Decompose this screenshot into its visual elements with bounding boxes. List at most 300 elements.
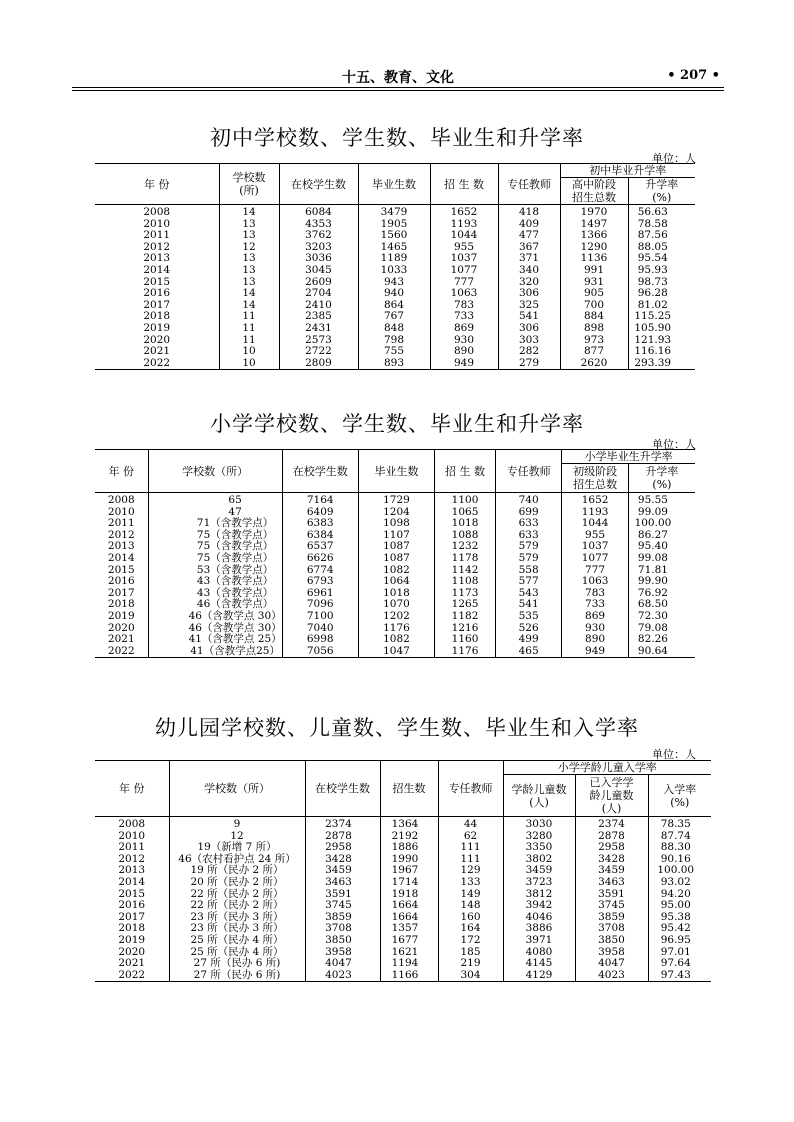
page-number: • 207 • xyxy=(667,68,720,83)
table-cell: 76.92 xyxy=(628,588,695,600)
table-cell: 477 xyxy=(498,230,560,242)
table-cell: 2022 xyxy=(95,970,169,982)
table-cell: 541 xyxy=(498,311,560,323)
table-cell: 2010 xyxy=(118,829,146,842)
table-cell: 81.02 xyxy=(628,300,695,312)
table-cell: 93.02 xyxy=(648,877,711,889)
table-cell: 3958 xyxy=(575,947,648,959)
table-cell: 2021 xyxy=(118,957,146,970)
table-cell: 783 xyxy=(562,588,629,600)
table-cell: 219 xyxy=(438,958,503,970)
table-cell: 46（含教学点 30） xyxy=(148,611,282,623)
table-cell: 3762 xyxy=(279,230,358,242)
table-row xyxy=(95,877,711,889)
table-cell: 90.64 xyxy=(628,646,695,658)
table-cell: 1018 xyxy=(435,518,496,530)
table-cell: 7096 xyxy=(282,599,358,611)
table-cell: 56.63 xyxy=(628,205,695,219)
table-cell: 2015 xyxy=(107,563,135,576)
table-cell: 2021 xyxy=(143,345,171,358)
table-cell: 777 xyxy=(430,277,498,289)
table-cell: 3036 xyxy=(279,253,358,265)
table-cell: 111 xyxy=(438,854,503,866)
table-cell: 149 xyxy=(438,889,503,901)
table-cell: 6383 xyxy=(282,518,358,530)
table-cell: 10 xyxy=(219,358,279,370)
table1-header-enrolled: 在校学生数 xyxy=(279,164,358,205)
table3-body xyxy=(95,817,711,982)
table-cell: 3459 xyxy=(575,865,648,877)
table-row xyxy=(95,817,711,831)
table2-title: 小学学校数、学生数、毕业生和升学率 xyxy=(210,412,584,436)
table-cell: 2012 xyxy=(107,528,135,541)
table-cell: 96.95 xyxy=(648,935,711,947)
table-cell: 2008 xyxy=(107,494,135,506)
table-cell: 1088 xyxy=(435,530,496,542)
table-row xyxy=(95,611,695,623)
table-cell: 2019 xyxy=(107,609,135,622)
table-cell: 1037 xyxy=(430,253,498,265)
table-cell: 20 所（民办 2 所） xyxy=(169,877,305,889)
table-cell: 2809 xyxy=(279,358,358,370)
table-cell: 4080 xyxy=(503,947,575,959)
table-cell: 543 xyxy=(495,588,561,600)
table-cell: 7040 xyxy=(282,623,358,635)
table-row xyxy=(95,958,711,970)
table-cell: 1063 xyxy=(562,576,629,588)
table-cell: 3459 xyxy=(503,865,575,877)
table-cell: 13 xyxy=(219,265,279,277)
table-cell: 97.01 xyxy=(648,947,711,959)
table-cell: 1065 xyxy=(435,507,496,519)
table-cell: 1166 xyxy=(380,970,438,982)
table-cell: 14 xyxy=(219,288,279,300)
table-cell: 1082 xyxy=(358,634,434,646)
table-cell: 99.90 xyxy=(628,576,695,588)
table-cell: 3745 xyxy=(305,900,380,912)
table-cell: 13 xyxy=(219,230,279,242)
table-cell: 1729 xyxy=(358,493,434,507)
table-cell: 848 xyxy=(358,323,430,335)
table-cell: 88.05 xyxy=(628,242,695,254)
table-cell: 2192 xyxy=(380,831,438,843)
table-cell: 1967 xyxy=(380,865,438,877)
table-cell: 306 xyxy=(498,323,560,335)
table-cell: 87.56 xyxy=(628,230,695,242)
table-cell: 12 xyxy=(169,831,305,843)
table-cell: 3030 xyxy=(503,817,575,831)
table-cell: 1098 xyxy=(358,518,434,530)
table-cell: 783 xyxy=(430,300,498,312)
table-cell: 931 xyxy=(560,277,628,289)
table2-header-schools: 学校数（所） xyxy=(148,450,282,493)
table-cell: 303 xyxy=(498,335,560,347)
table-cell: 3591 xyxy=(575,889,648,901)
table-cell: 9 xyxy=(169,817,305,831)
table-cell: 3591 xyxy=(305,889,380,901)
table-cell: 2011 xyxy=(118,841,146,854)
table-cell: 3958 xyxy=(305,947,380,959)
table3-title: 幼儿园学校数、儿童数、学生数、毕业生和入学率 xyxy=(155,716,639,740)
table1 xyxy=(95,163,695,370)
table-cell: 2014 xyxy=(143,263,171,276)
table-cell: 99.09 xyxy=(628,507,695,519)
table-cell: 320 xyxy=(498,277,560,289)
table-cell: 700 xyxy=(560,300,628,312)
table-cell: 7056 xyxy=(282,646,358,658)
table-cell: 949 xyxy=(430,358,498,370)
table-cell: 1290 xyxy=(560,242,628,254)
table-row xyxy=(95,323,695,335)
table-cell: 75（含教学点） xyxy=(148,530,282,542)
table-cell: 890 xyxy=(562,634,629,646)
table-cell: 1621 xyxy=(380,947,438,959)
table-cell: 3850 xyxy=(575,935,648,947)
table-cell: 1033 xyxy=(358,265,430,277)
table-cell: 943 xyxy=(358,277,430,289)
table-cell: 940 xyxy=(358,288,430,300)
table-cell: 27 所（民办 6 所) xyxy=(169,958,305,970)
table-cell: 2385 xyxy=(279,311,358,323)
table2-unit: 单位：人 xyxy=(652,438,696,451)
table-cell: 43（含教学点） xyxy=(148,576,282,588)
table-cell: 890 xyxy=(430,346,498,358)
table-cell: 3850 xyxy=(305,935,380,947)
table1-header-graduates: 毕业生数 xyxy=(358,164,430,205)
table-cell: 2008 xyxy=(143,206,171,218)
table-row xyxy=(95,205,695,219)
table-cell: 87.74 xyxy=(648,831,711,843)
table-cell: 1176 xyxy=(435,646,496,658)
table-cell: 955 xyxy=(430,242,498,254)
table-cell: 2410 xyxy=(279,300,358,312)
table-cell: 1182 xyxy=(435,611,496,623)
table-cell: 409 xyxy=(498,219,560,231)
table-row xyxy=(95,970,711,982)
table-cell: 65 xyxy=(148,493,282,507)
table-cell: 94.20 xyxy=(648,889,711,901)
table-cell: 3886 xyxy=(503,923,575,935)
table3-header-year: 年 份 xyxy=(95,761,169,817)
table-cell: 2011 xyxy=(143,229,171,242)
table-cell: 2013 xyxy=(107,540,135,553)
table-cell: 71.81 xyxy=(628,565,695,577)
table-cell: 22 所（民办 2 所） xyxy=(169,889,305,901)
table-cell: 11 xyxy=(219,323,279,335)
table-cell: 2017 xyxy=(107,586,135,599)
table-cell: 6384 xyxy=(282,530,358,542)
table-cell: 4047 xyxy=(305,958,380,970)
table-cell: 1366 xyxy=(560,230,628,242)
table-cell: 6998 xyxy=(282,634,358,646)
table-cell: 2013 xyxy=(143,252,171,265)
table-cell: 44 xyxy=(438,817,503,831)
table-cell: 1107 xyxy=(358,530,434,542)
table-cell: 121.93 xyxy=(628,335,695,347)
table-cell: 4129 xyxy=(503,970,575,982)
table2-body xyxy=(95,493,695,658)
table-cell: 1063 xyxy=(430,288,498,300)
table-cell: 306 xyxy=(498,288,560,300)
table3-header-group: 小学学龄儿童入学率 xyxy=(503,761,711,775)
table-cell: 11 xyxy=(219,311,279,323)
table3-header-admissions: 招生数 xyxy=(380,761,438,817)
table-cell: 577 xyxy=(495,576,561,588)
table-row xyxy=(95,900,711,912)
table-cell: 4145 xyxy=(503,958,575,970)
table-cell: 798 xyxy=(358,335,430,347)
table-cell: 6084 xyxy=(279,205,358,219)
table-cell: 949 xyxy=(562,646,629,658)
running-header xyxy=(72,66,724,88)
table-cell: 95.00 xyxy=(648,900,711,912)
table-row xyxy=(95,346,695,358)
table-cell: 465 xyxy=(495,646,561,658)
table-cell: 1189 xyxy=(358,253,430,265)
table-cell: 53（含教学点） xyxy=(148,565,282,577)
table-cell: 1087 xyxy=(358,553,434,565)
table-cell: 2722 xyxy=(279,346,358,358)
table-cell: 14 xyxy=(219,300,279,312)
table-cell: 1108 xyxy=(435,576,496,588)
table-cell: 2374 xyxy=(575,817,648,831)
table-cell: 2020 xyxy=(107,621,135,634)
table1-header-hs-admit: 高中阶段 招生总数 xyxy=(560,178,628,205)
table-cell: 1970 xyxy=(560,205,628,219)
table-cell: 1018 xyxy=(358,588,434,600)
table-cell: 2019 xyxy=(143,321,171,334)
table-cell: 2573 xyxy=(279,335,358,347)
table2-header-group: 小学毕业生升学率 xyxy=(562,450,695,464)
table-cell: 96.28 xyxy=(628,288,695,300)
table-cell: 893 xyxy=(358,358,430,370)
table-cell: 2012 xyxy=(143,240,171,253)
table-cell: 2018 xyxy=(107,598,135,611)
table-cell: 1265 xyxy=(435,599,496,611)
table-cell: 535 xyxy=(495,611,561,623)
table-cell: 46（农村看护点 24 所） xyxy=(169,854,305,866)
table-cell: 340 xyxy=(498,265,560,277)
table-cell: 1077 xyxy=(430,265,498,277)
table-cell: 11 xyxy=(219,335,279,347)
table-cell: 97.64 xyxy=(648,958,711,970)
table-cell: 72.30 xyxy=(628,611,695,623)
table-cell: 3942 xyxy=(503,900,575,912)
table3 xyxy=(95,760,711,982)
table-cell: 78.58 xyxy=(628,219,695,231)
table-cell: 3802 xyxy=(503,854,575,866)
table-cell: 2878 xyxy=(305,831,380,843)
table-cell: 19 所（民办 2 所） xyxy=(169,865,305,877)
table-cell: 4023 xyxy=(575,970,648,982)
table3-header-rate: 入学率 (%) xyxy=(648,775,711,817)
table2-header-year: 年 份 xyxy=(95,450,148,493)
table1-header-rate: 升学率 (%) xyxy=(628,178,695,205)
table-cell: 2019 xyxy=(118,933,146,946)
table-cell: 2016 xyxy=(118,899,146,912)
table-cell: 2620 xyxy=(560,358,628,370)
table2-header-enrolled: 在校学生数 xyxy=(282,450,358,493)
table-cell: 884 xyxy=(560,311,628,323)
table-cell: 1886 xyxy=(380,842,438,854)
table-cell: 3045 xyxy=(279,265,358,277)
table-cell: 4046 xyxy=(503,912,575,924)
table-cell: 930 xyxy=(562,623,629,635)
table-cell: 78.35 xyxy=(648,817,711,831)
table3-header-teachers: 专任教师 xyxy=(438,761,503,817)
table-cell: 371 xyxy=(498,253,560,265)
table-cell: 23 所（民办 3 所） xyxy=(169,912,305,924)
table-cell: 95.42 xyxy=(648,923,711,935)
table-cell: 633 xyxy=(495,518,561,530)
table-cell: 86.27 xyxy=(628,530,695,542)
table-cell: 3745 xyxy=(575,900,648,912)
table1-unit: 单位：人 xyxy=(652,152,696,165)
table-cell: 6409 xyxy=(282,507,358,519)
table-cell: 1044 xyxy=(430,230,498,242)
table-cell: 1664 xyxy=(380,912,438,924)
table-cell: 13 xyxy=(219,253,279,265)
table-cell: 2011 xyxy=(107,517,135,530)
table-cell: 973 xyxy=(560,335,628,347)
table-cell: 755 xyxy=(358,346,430,358)
table-cell: 90.16 xyxy=(648,854,711,866)
table-cell: 111 xyxy=(438,842,503,854)
table-cell: 164 xyxy=(438,923,503,935)
table-cell: 3708 xyxy=(575,923,648,935)
table-row xyxy=(95,288,695,300)
table1-header-year: 年 份 xyxy=(95,164,219,205)
table-cell: 2021 xyxy=(107,633,135,646)
table-cell: 2609 xyxy=(279,277,358,289)
table-cell: 2014 xyxy=(107,551,135,564)
table-cell: 991 xyxy=(560,265,628,277)
table-cell: 3463 xyxy=(305,877,380,889)
table-cell: 2704 xyxy=(279,288,358,300)
table-cell: 905 xyxy=(560,288,628,300)
table-cell: 6961 xyxy=(282,588,358,600)
table-cell: 97.43 xyxy=(648,970,711,982)
table-cell: 1160 xyxy=(435,634,496,646)
table-cell: 418 xyxy=(498,205,560,219)
table-cell: 25 所（民办 4 所） xyxy=(169,935,305,947)
table-cell: 41（含教学点25） xyxy=(148,646,282,658)
table2-header-rate: 升学率 (%) xyxy=(628,464,695,493)
table-cell: 304 xyxy=(438,970,503,982)
table-cell: 3859 xyxy=(305,912,380,924)
table-cell: 1082 xyxy=(358,565,434,577)
table-row xyxy=(95,358,695,370)
table-cell: 14 xyxy=(219,205,279,219)
table-cell: 172 xyxy=(438,935,503,947)
table-cell: 325 xyxy=(498,300,560,312)
table-cell: 3459 xyxy=(305,865,380,877)
table-cell: 2012 xyxy=(118,852,146,865)
table-cell: 733 xyxy=(562,599,629,611)
table-cell: 1087 xyxy=(358,541,434,553)
table-cell: 2878 xyxy=(575,831,648,843)
table-cell: 1178 xyxy=(435,553,496,565)
table-cell: 777 xyxy=(562,565,629,577)
table-cell: 3428 xyxy=(575,854,648,866)
table-cell: 12 xyxy=(219,242,279,254)
table-cell: 133 xyxy=(438,877,503,889)
table-cell: 3479 xyxy=(358,205,430,219)
table-cell: 2010 xyxy=(143,217,171,230)
table-cell: 6537 xyxy=(282,541,358,553)
table-cell: 1193 xyxy=(430,219,498,231)
table-cell: 185 xyxy=(438,947,503,959)
table-cell: 62 xyxy=(438,831,503,843)
table-cell: 4353 xyxy=(279,219,358,231)
table-cell: 3708 xyxy=(305,923,380,935)
table-cell: 699 xyxy=(495,507,561,519)
table-cell: 19（新增 7 所） xyxy=(169,842,305,854)
table-cell: 1357 xyxy=(380,923,438,935)
table-cell: 282 xyxy=(498,346,560,358)
table-cell: 3280 xyxy=(503,831,575,843)
table1-body xyxy=(95,205,695,370)
table-cell: 541 xyxy=(495,599,561,611)
table3-unit: 单位：人 xyxy=(652,748,696,761)
table-cell: 930 xyxy=(430,335,498,347)
table-cell: 869 xyxy=(430,323,498,335)
table-cell: 3859 xyxy=(575,912,648,924)
table-cell: 2022 xyxy=(95,358,219,370)
table-cell: 1905 xyxy=(358,219,430,231)
table-cell: 79.08 xyxy=(628,623,695,635)
table2-header-teachers: 专任教师 xyxy=(495,450,561,493)
table-cell: 1652 xyxy=(430,205,498,219)
table-cell: 1990 xyxy=(380,854,438,866)
table-row xyxy=(95,634,695,646)
table-cell: 27 所（民办 6 所) xyxy=(169,970,305,982)
table-cell: 3350 xyxy=(503,842,575,854)
table-cell: 4047 xyxy=(575,958,648,970)
table-cell: 1497 xyxy=(560,219,628,231)
table-cell: 95.40 xyxy=(628,541,695,553)
table-cell: 13 xyxy=(219,219,279,231)
table-row xyxy=(95,493,695,507)
table-cell: 1204 xyxy=(358,507,434,519)
table2-header-admissions: 招 生 数 xyxy=(435,450,496,493)
table-row xyxy=(95,935,711,947)
table2-header-graduates: 毕业生数 xyxy=(358,450,434,493)
table-cell: 2958 xyxy=(575,842,648,854)
table-cell: 1714 xyxy=(380,877,438,889)
table-cell: 733 xyxy=(430,311,498,323)
table-row xyxy=(95,553,695,565)
table3-header-schools: 学校数（所） xyxy=(169,761,305,817)
table-cell: 2017 xyxy=(143,298,171,311)
table-cell: 99.08 xyxy=(628,553,695,565)
table-cell: 3203 xyxy=(279,242,358,254)
table3-header-age-children: 学龄儿童数 (人) xyxy=(503,775,575,817)
table-cell: 98.73 xyxy=(628,277,695,289)
table-cell: 898 xyxy=(560,323,628,335)
table-cell: 1047 xyxy=(358,646,434,658)
table-cell: 160 xyxy=(438,912,503,924)
table-cell: 1044 xyxy=(562,518,629,530)
header-rule xyxy=(72,87,724,88)
table-cell: 95.93 xyxy=(628,265,695,277)
table3-header-enrolled-children: 已入学学 龄儿童数 (人) xyxy=(575,775,648,817)
table-cell: 1037 xyxy=(562,541,629,553)
table-cell: 1077 xyxy=(562,553,629,565)
table-cell: 740 xyxy=(495,493,561,507)
table-row xyxy=(95,576,695,588)
table-cell: 7164 xyxy=(282,493,358,507)
